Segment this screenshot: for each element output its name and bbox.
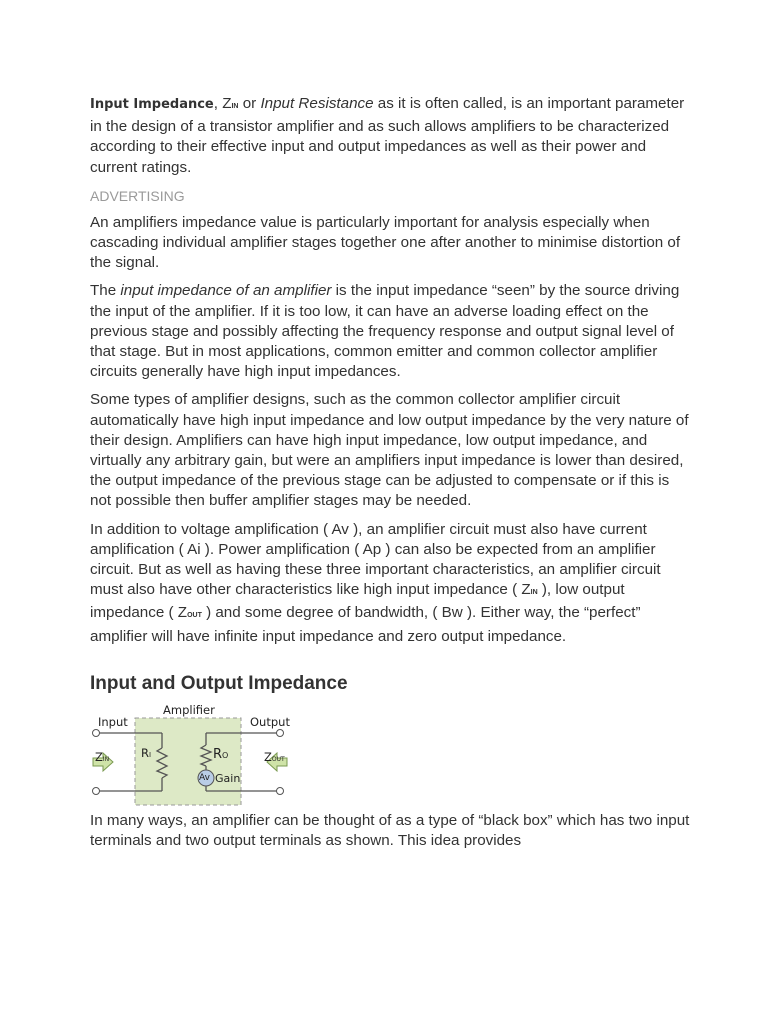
paragraph-input-impedance: The input impedance of an amplifier is the input impedance “seen” by the source driving the input of the amplifier. If it is too low, it can have an adverse loading effect on the previous stage and possibly affecting the frequency response and output signal level of that stage. But in most applications, common emitter and common collector amplifier circuits generally have high input impedances. bbox=[90, 282, 680, 381]
term-input-impedance: Input Impedance bbox=[90, 97, 214, 112]
advertising-label: ADVERTISING bbox=[90, 187, 185, 204]
output-terminal-bottom bbox=[277, 787, 284, 794]
input-terminal-top bbox=[93, 729, 100, 736]
section-heading: Input and Output Impedance bbox=[90, 672, 348, 694]
output-label: Output bbox=[250, 714, 290, 729]
av-label: Av bbox=[199, 772, 210, 783]
input-terminal-bottom bbox=[93, 787, 100, 794]
output-terminal-top bbox=[277, 729, 284, 736]
paragraph-intro: Input Impedance, ZIN or Input Resistance as it is often called, is an important parameter in the design of a transistor amplifier and as such allows amplifiers to be characterized according to their effective input and output impedances as well as their power and current ratings. bbox=[90, 95, 685, 176]
paragraph-amplification: In addition to voltage amplification ( Av ), an amplifier circuit must also have current amplification ( Ai ). Power amplification ( Ap ) can also be expected from an amplifier circuit. But as well as having these three important characteristics, an amplifier circuit must also have other characteristics like high input impedance ( ZIN ), low output impedance ( ZOUT ) and some degree of bandwidth, ( Bw ). Either way, the “perfect” amplifier will have infinite input impedance and zero output impedance. bbox=[90, 520, 661, 645]
ro-label: RO bbox=[213, 746, 229, 762]
term-input-resistance: Input Resistance bbox=[260, 95, 374, 112]
gain-label: Gain bbox=[215, 771, 241, 785]
paragraph-designs: Some types of amplifier designs, such as the common collector amplifier circuit automatically have high input impedance and low output impedance by the very nature of their design. Amplifiers can have high input impedance, low output impedance, and virtually any arbitrary gain, but were an amplifiers input impedance is lower than desired, the output impedance of the previous stage can be adjusted to compensate or if this is not possible then buffer amplifier stages may be needed. bbox=[90, 391, 689, 510]
ri-label: RI bbox=[141, 745, 152, 760]
impedance-diagram bbox=[90, 703, 290, 807]
input-label: Input bbox=[98, 714, 128, 729]
zin-label: ZIN bbox=[95, 749, 110, 764]
paragraph-cascading: An amplifiers impedance value is particularly important for analysis especially when cascading individual amplifier stages together one after another to minimise distortion of the signal. bbox=[90, 213, 681, 272]
article-body bbox=[90, 94, 690, 859]
paragraph-black-box: In many ways, an amplifier can be thought of as a type of “black box” which has two input terminals and two output terminals as shown. This idea provides bbox=[90, 811, 690, 850]
zout-label: ZOUT bbox=[264, 749, 285, 764]
amplifier-label: Amplifier bbox=[163, 702, 215, 717]
